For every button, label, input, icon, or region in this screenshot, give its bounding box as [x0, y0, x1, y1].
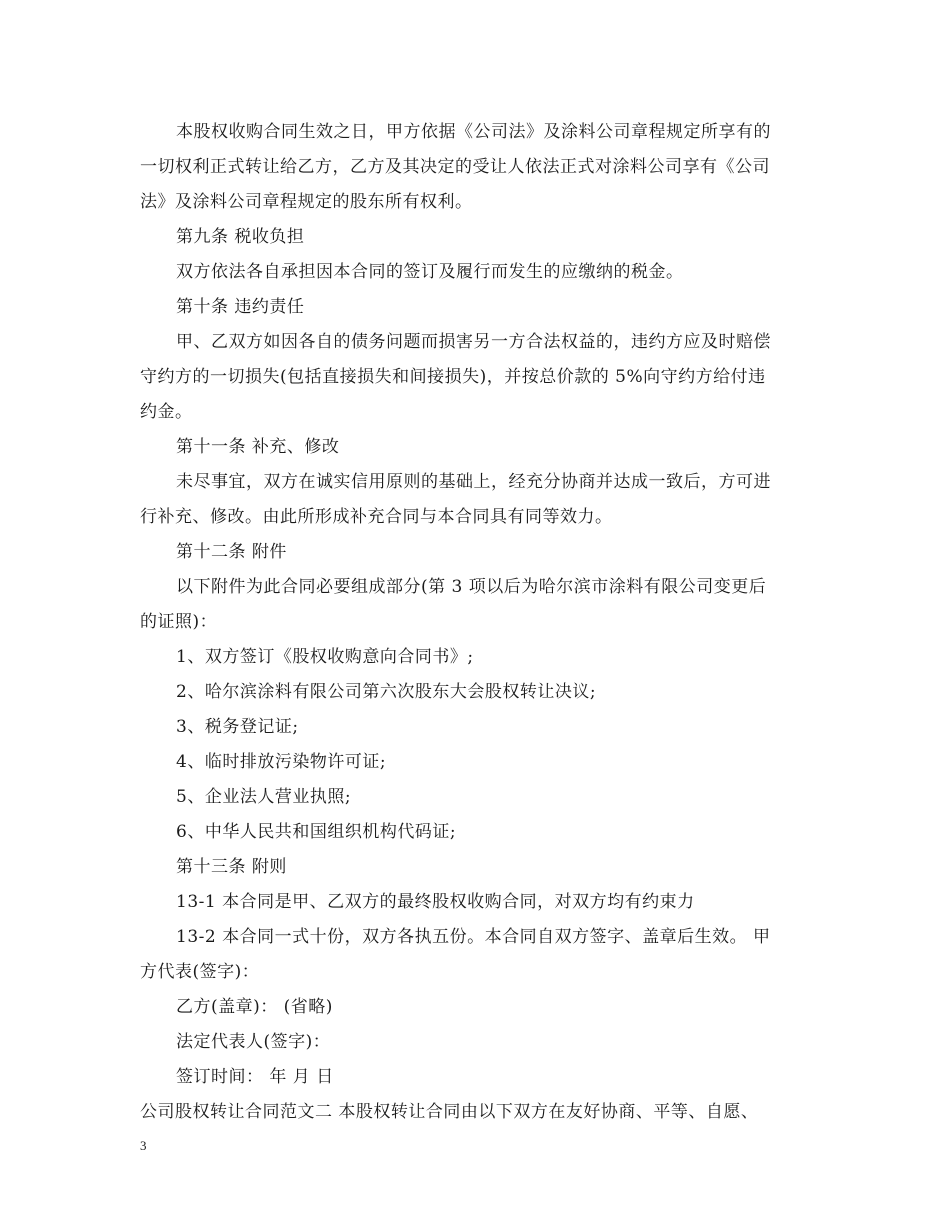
text-line: 守约方的一切损失(包括直接损失和间接损失)，并按总价款的 5%向守约方给付违 — [140, 367, 766, 387]
section-heading: 第十三条 附则 — [176, 857, 287, 877]
section-heading: 第九条 税收负担 — [176, 227, 305, 247]
text-line: 未尽事宜，双方在诚实信用原则的基础上，经充分协商并达成一致后，方可进 — [176, 472, 771, 492]
text-line: 行补充、修改。由此所形成补充合同与本合同具有同等效力。 — [140, 507, 613, 527]
text-line: 以下附件为此合同必要组成部分(第 3 项以后为哈尔滨市涂料有限公司变更后 — [176, 577, 767, 597]
text-line: 公司股权转让合同范文二 本股权转让合同由以下双方在友好协商、平等、自愿、 — [140, 1102, 759, 1122]
text-line: 双方依法各自承担因本合同的签订及履行而发生的应缴纳的税金。 — [176, 262, 684, 282]
section-heading: 第十一条 补充、修改 — [176, 437, 340, 457]
text-line: 本股权收购合同生效之日，甲方依据《公司法》及涂料公司章程规定所享有的 — [176, 122, 771, 142]
list-item: 5、企业法人营业执照; — [176, 787, 352, 807]
text-line: 乙方(盖章)： (省略) — [176, 997, 333, 1017]
section-heading: 第十条 违约责任 — [176, 297, 305, 317]
text-line: 法定代表人(签字)： — [176, 1032, 331, 1052]
list-item: 6、中华人民共和国组织机构代码证; — [176, 822, 457, 842]
list-item: 2、哈尔滨涂料有限公司第六次股东大会股权转让决议; — [176, 682, 597, 702]
text-line: 一切权利正式转让给乙方，乙方及其决定的受让人依法正式对涂料公司享有《公司 — [140, 157, 770, 177]
text-line: 13-1 本合同是甲、乙双方的最终股权收购合同，对双方均有约束力 — [176, 892, 695, 912]
list-item: 4、临时排放污染物许可证; — [176, 752, 387, 772]
text-line: 法》及涂料公司章程规定的股东所有权利。 — [140, 192, 473, 212]
text-line: 13-2 本合同一式十份，双方各执五份。本合同自双方签字、盖章后生效。 甲 — [176, 927, 771, 947]
list-item: 1、双方签订《股权收购意向合同书》; — [176, 647, 474, 667]
text-line: 的证照)： — [140, 612, 218, 632]
text-line: 约金。 — [140, 402, 193, 422]
text-line: 方代表(签字)： — [140, 962, 260, 982]
page-number: 3 — [140, 1138, 147, 1153]
text-line: 甲、乙双方如因各自的债务问题而损害另一方合法权益的，违约方应及时赔偿 — [176, 332, 771, 352]
text-line: 签订时间： 年 月 日 — [176, 1067, 334, 1087]
list-item: 3、税务登记证; — [176, 717, 299, 737]
section-heading: 第十二条 附件 — [176, 542, 287, 562]
